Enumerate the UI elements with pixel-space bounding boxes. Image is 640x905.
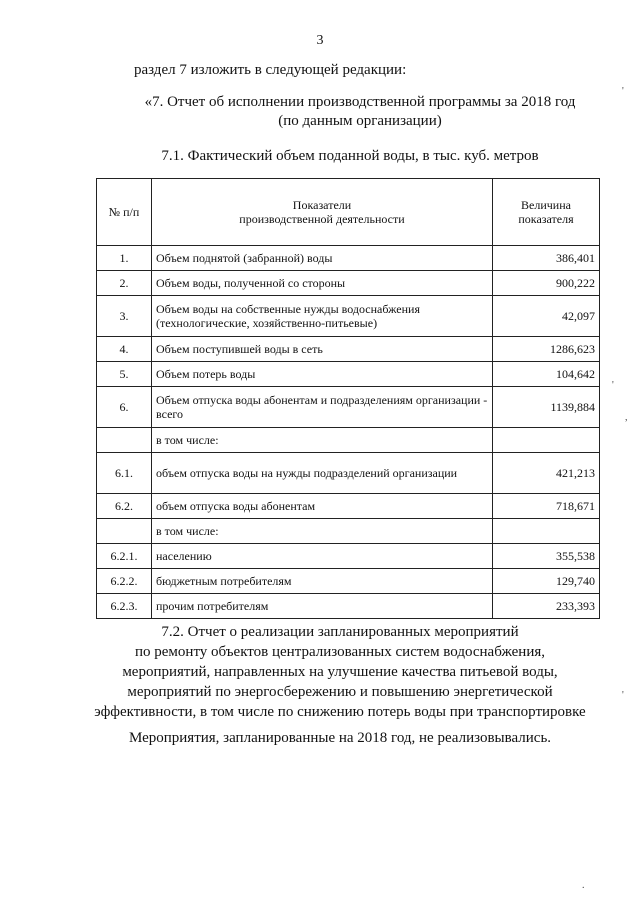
row-indicator: бюджетным потребителям [152,569,493,594]
row-num: 6.2.2. [97,569,152,594]
header-indicator-line2: производственной деятельности [239,212,405,226]
report-heading-line1: «7. Отчет об исполнении производственной программы за 2018 год [144,94,576,110]
row-indicator: Объем поднятой (забранной) воды [152,246,493,271]
table-row [97,362,600,387]
table-row [97,569,600,594]
row-value: 129,740 [493,569,600,594]
header-num: № п/п [97,179,152,246]
row-value [493,428,600,453]
table-row [97,519,600,544]
row-indicator: Объем поступившей воды в сеть [152,337,493,362]
table-row [97,453,600,494]
row-value: 900,222 [493,271,600,296]
scan-speck: . [582,880,585,891]
intro-text: раздел 7 изложить в следующей редакции: [134,62,407,78]
row-num: 3. [97,296,152,337]
row-num: 6. [97,387,152,428]
row-indicator: Объем воды, полученной со стороны [152,271,493,296]
row-value: 718,671 [493,494,600,519]
section-7-2-heading [60,622,620,722]
row-num: 5. [97,362,152,387]
row-indicator: Объем потерь воды [152,362,493,387]
table-row [97,271,600,296]
indicators-table [96,178,600,619]
header-value [493,179,600,246]
row-value: 355,538 [493,544,600,569]
row-value: 386,401 [493,246,600,271]
table-row [97,544,600,569]
table-caption: 7.1. Фактический объем поданной воды, в тыс. куб. метров [161,148,539,164]
report-heading [100,93,620,131]
closing-statement: Мероприятия, запланированные на 2018 год, не реализовывались. [128,730,552,746]
table-row [97,428,600,453]
row-value: 42,097 [493,296,600,337]
row-num: 6.1. [97,453,152,494]
table-header-row [97,179,600,246]
table-row [97,246,600,271]
row-num: 4. [97,337,152,362]
table-row [97,337,600,362]
row-num: 1. [97,246,152,271]
row-num: 6.2.1. [97,544,152,569]
header-indicator-line1: Показатели [292,198,352,212]
row-indicator: объем отпуска воды абонентам [152,494,493,519]
table-row [97,296,600,337]
row-value: 421,213 [493,453,600,494]
row-num: 2. [97,271,152,296]
row-value: 104,642 [493,362,600,387]
row-value [493,519,600,544]
row-value: 1139,884 [493,387,600,428]
row-num [97,519,152,544]
scan-speck: ' [612,380,614,391]
page-number: 3 [316,33,324,48]
table-row [97,387,600,428]
row-indicator: в том числе: [152,519,493,544]
row-num: 6.2.3. [97,594,152,619]
scan-speck: ' [622,690,624,701]
section-7-2-line4: мероприятий по энергосбережению и повышению энергетической [127,684,553,700]
row-indicator: прочим потребителям [152,594,493,619]
header-indicator [152,179,493,246]
table-row [97,494,600,519]
row-indicator: населению [152,544,493,569]
row-value: 1286,623 [493,337,600,362]
section-7-2-line2: по ремонту объектов централизованных систем водоснабжения, [134,644,545,660]
scan-speck: ' [622,86,624,97]
row-indicator: в том числе: [152,428,493,453]
section-7-2-line1: 7.2. Отчет о реализации запланированных мероприятий [161,624,519,640]
section-7-2-line3: мероприятий, направленных на улучшение качества питьевой воды, [122,664,558,680]
row-num [97,428,152,453]
row-indicator: Объем отпуска воды абонентам и подразделениям организации - всего [152,387,493,428]
row-num: 6.2. [97,494,152,519]
table-row [97,594,600,619]
section-7-2-line5: эффективности, в том числе по снижению потерь воды при транспортировке [94,704,586,720]
header-value-line2: показателя [518,212,574,226]
report-heading-line2: (по данным организации) [278,113,442,129]
header-value-line1: Величина [521,198,571,212]
row-value: 233,393 [493,594,600,619]
row-indicator: объем отпуска воды на нужды подразделений организации [152,453,493,494]
scan-speck: , [625,412,628,423]
row-indicator: Объем воды на собственные нужды водоснабжения (технологические, хозяйственно-питьевые) [152,296,493,337]
